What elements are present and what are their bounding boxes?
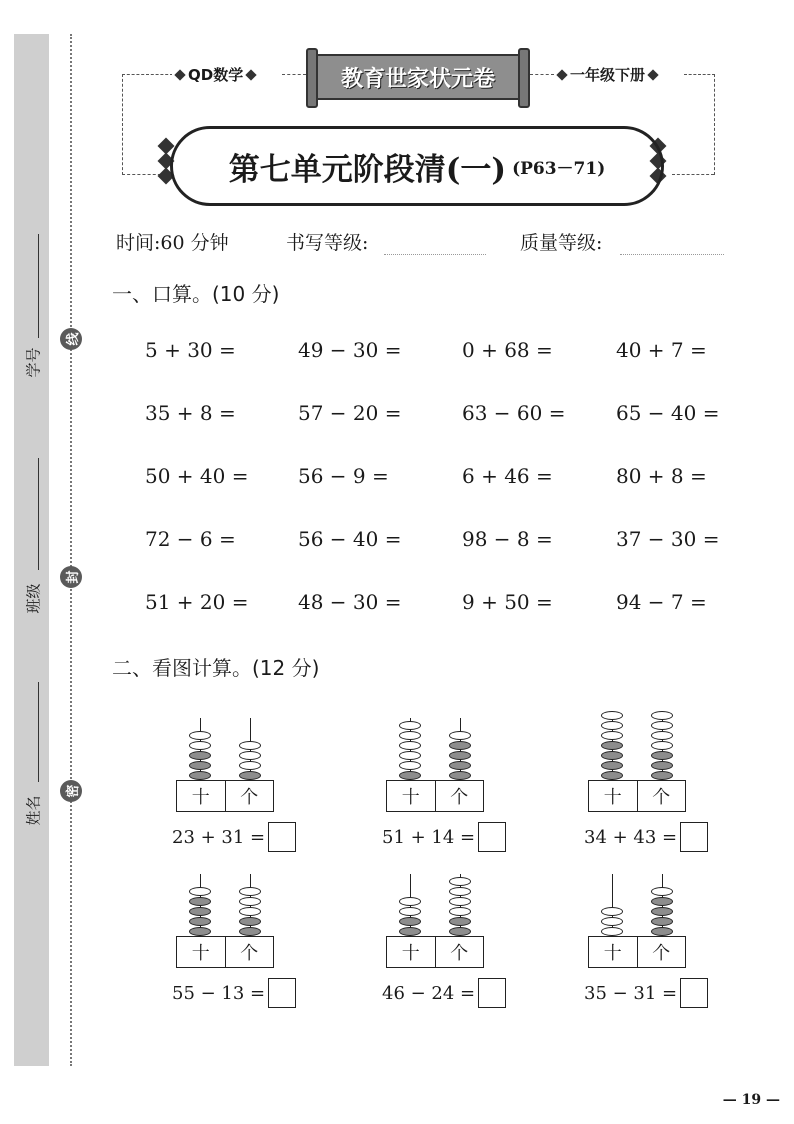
bead-empty (601, 721, 623, 730)
header-connector-right (530, 74, 554, 75)
tens-place-label: 十 (177, 937, 226, 967)
tens-place-label: 十 (177, 781, 226, 811)
mental-math-problem: 0 + 68 = (462, 338, 553, 362)
bead-filled (189, 761, 211, 770)
bead-filled (449, 761, 471, 770)
bead-filled (449, 917, 471, 926)
binding-strip (14, 34, 49, 1066)
bead-filled (651, 771, 673, 780)
bead-filled (651, 761, 673, 770)
mental-math-problem: 37 − 30 = (616, 527, 720, 551)
bead-filled (651, 927, 673, 936)
subject-tag-text: QD数学 (188, 66, 244, 84)
series-banner (306, 48, 530, 108)
bead-empty (449, 907, 471, 916)
bead-filled (399, 917, 421, 926)
bead-empty (601, 907, 623, 916)
abacus-base (386, 936, 484, 968)
mental-math-problem: 94 − 7 = (616, 590, 707, 614)
unit-title: 第七单元阶段清(一) (228, 151, 507, 188)
equation-text: 34 + 43 = (584, 826, 678, 848)
bead-filled (239, 771, 261, 780)
bead-filled (651, 907, 673, 916)
equation-text: 55 − 13 = (172, 982, 266, 1004)
bead-filled (601, 761, 623, 770)
diamond-icon (246, 69, 257, 80)
abacus-equation (382, 822, 506, 852)
series-title: 教育世家状元卷 (316, 54, 520, 100)
header-frame-right (684, 74, 715, 175)
scroll-roller-right (518, 48, 530, 108)
answer-box[interactable] (268, 978, 296, 1008)
tens-place-label: 十 (387, 937, 436, 967)
abacus-equation (172, 822, 296, 852)
student-id-label: 学号 (24, 347, 43, 378)
bead-empty (189, 741, 211, 750)
bead-filled (189, 917, 211, 926)
bead-empty (239, 751, 261, 760)
bead-filled (189, 927, 211, 936)
tens-place-label: 十 (589, 781, 638, 811)
answer-box[interactable] (680, 978, 708, 1008)
bead-filled (239, 927, 261, 936)
page-range: (P63－71) (512, 158, 606, 179)
bead-empty (399, 721, 421, 730)
equation-text: 51 + 14 = (382, 826, 476, 848)
tens-place-label: 十 (387, 781, 436, 811)
bead-filled (189, 751, 211, 760)
bead-empty (449, 897, 471, 906)
name-line[interactable] (38, 682, 39, 782)
bead-empty (399, 731, 421, 740)
bead-filled (601, 741, 623, 750)
bead-filled (651, 917, 673, 926)
writing-grade-label: 书写等级: (286, 232, 369, 254)
bead-filled (449, 927, 471, 936)
header-connector-left (282, 74, 306, 75)
bead-empty (239, 887, 261, 896)
bead-empty (601, 917, 623, 926)
bead-filled (449, 751, 471, 760)
answer-box[interactable] (478, 822, 506, 852)
mental-math-problem: 56 − 9 = (298, 464, 389, 488)
equation-text: 35 − 31 = (584, 982, 678, 1004)
abacus-base (176, 936, 274, 968)
bead-empty (189, 887, 211, 896)
subject-tag (172, 64, 259, 85)
bead-filled (601, 751, 623, 760)
bead-empty (601, 711, 623, 720)
bead-empty (601, 731, 623, 740)
mental-math-problem: 80 + 8 = (616, 464, 707, 488)
abacus-base (176, 780, 274, 812)
bead-filled (651, 751, 673, 760)
grade-tag (554, 64, 661, 85)
mental-math-problem: 48 − 30 = (298, 590, 402, 614)
abacus (588, 718, 688, 814)
writing-grade-field[interactable] (384, 254, 486, 255)
section-2-heading: 二、看图计算。(12 分) (112, 656, 320, 680)
bead-filled (189, 907, 211, 916)
bead-filled (399, 771, 421, 780)
bead-filled (399, 927, 421, 936)
mental-math-problem: 9 + 50 = (462, 590, 553, 614)
answer-box[interactable] (478, 978, 506, 1008)
diamond-icon (174, 69, 185, 80)
bead-empty (399, 761, 421, 770)
bead-filled (601, 771, 623, 780)
ones-place-label: 个 (652, 787, 671, 808)
grade-tag-text: 一年级下册 (570, 66, 646, 84)
abacus-base (386, 780, 484, 812)
mental-math-problem: 50 + 40 = (145, 464, 249, 488)
abacus (176, 718, 276, 814)
seal-char-xian: 线 (60, 328, 82, 350)
ones-place-label: 个 (450, 943, 469, 964)
bead-empty (651, 741, 673, 750)
abacus (386, 718, 486, 814)
abacus-base (588, 780, 686, 812)
abacus (176, 874, 276, 970)
quality-grade-label: 质量等级: (520, 232, 603, 254)
abacus-equation (382, 978, 506, 1008)
mental-math-problem: 51 + 20 = (145, 590, 249, 614)
seal-char-mi: 密 (60, 780, 82, 802)
seal-line (70, 34, 72, 1066)
bead-empty (399, 897, 421, 906)
bead-empty (189, 731, 211, 740)
abacus-base (588, 936, 686, 968)
abacus (386, 874, 486, 970)
class-line[interactable] (38, 458, 39, 570)
section-1-heading: 一、口算。(10 分) (112, 282, 280, 306)
bead-empty (399, 751, 421, 760)
ones-place-label: 个 (652, 943, 671, 964)
abacus (588, 874, 688, 970)
unit-title-box (170, 126, 664, 206)
bead-filled (189, 897, 211, 906)
abacus-equation (172, 978, 296, 1008)
bead-filled (239, 917, 261, 926)
equation-text: 46 − 24 = (382, 982, 476, 1004)
bead-filled (449, 741, 471, 750)
mental-math-problem: 40 + 7 = (616, 338, 707, 362)
bead-empty (239, 897, 261, 906)
abacus-equation (584, 822, 708, 852)
ones-place-label: 个 (240, 787, 259, 808)
answer-box[interactable] (680, 822, 708, 852)
page-number: — 19 — (722, 1092, 780, 1108)
tens-place-label: 十 (589, 937, 638, 967)
bead-empty (399, 907, 421, 916)
quality-grade-field[interactable] (620, 254, 724, 255)
equation-text: 23 + 31 = (172, 826, 266, 848)
mental-math-problem: 63 − 60 = (462, 401, 566, 425)
mental-math-problem: 65 − 40 = (616, 401, 720, 425)
bead-empty (239, 907, 261, 916)
abacus-equation (584, 978, 708, 1008)
mental-math-problem: 6 + 46 = (462, 464, 553, 488)
mental-math-problem: 56 − 40 = (298, 527, 402, 551)
diamond-icon (647, 69, 658, 80)
mental-math-problem: 35 + 8 = (145, 401, 236, 425)
bead-empty (239, 761, 261, 770)
bead-filled (651, 897, 673, 906)
mental-math-problem: 98 − 8 = (462, 527, 553, 551)
bead-empty (449, 877, 471, 886)
ones-place-label: 个 (240, 943, 259, 964)
bead-filled (189, 771, 211, 780)
bead-empty (449, 731, 471, 740)
mental-math-problem: 49 − 30 = (298, 338, 402, 362)
bead-empty (651, 887, 673, 896)
bead-filled (449, 771, 471, 780)
name-label: 姓名 (24, 795, 43, 826)
diamond-icon (556, 69, 567, 80)
answer-box[interactable] (268, 822, 296, 852)
mental-math-problem: 5 + 30 = (145, 338, 236, 362)
student-id-line[interactable] (38, 234, 39, 338)
bead-empty (601, 927, 623, 936)
time-limit: 时间:60 分钟 (116, 232, 229, 254)
mental-math-problem: 72 − 6 = (145, 527, 236, 551)
bead-empty (651, 711, 673, 720)
bead-empty (651, 721, 673, 730)
header-frame-right-bottom (672, 174, 714, 175)
mental-math-problem: 57 − 20 = (298, 401, 402, 425)
class-label: 班级 (24, 583, 43, 614)
ones-place-label: 个 (450, 787, 469, 808)
bead-empty (399, 741, 421, 750)
bead-empty (651, 731, 673, 740)
seal-char-feng: 封 (60, 566, 82, 588)
bead-empty (239, 741, 261, 750)
bead-empty (449, 887, 471, 896)
